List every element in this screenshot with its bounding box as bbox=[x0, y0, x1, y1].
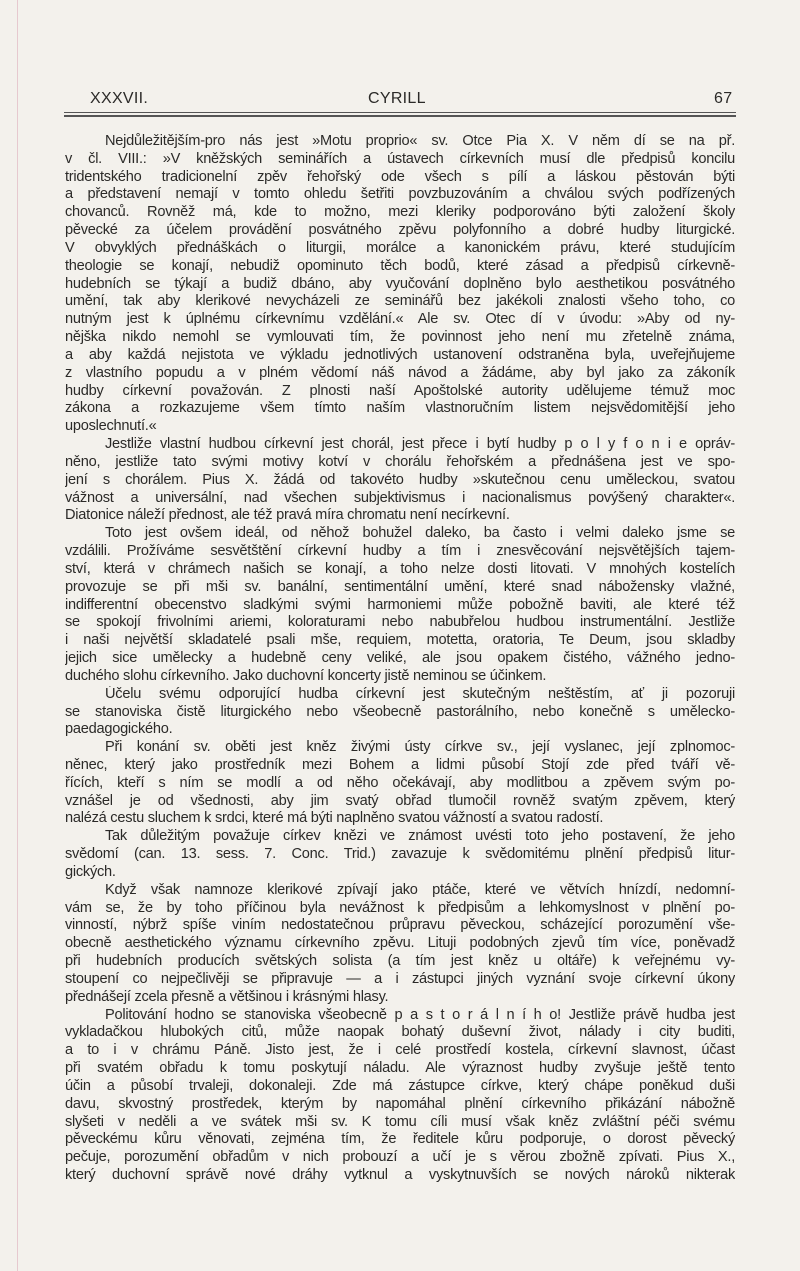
text-line: stoupení co nejpečlivěji se připravuje — a i zástupci jiných vyznání svoje církevní úkony bbox=[65, 970, 735, 987]
text-line: tridentského tradicionelní zpěv řehořský ode všech s pílí a láskou pěstován býti bbox=[65, 168, 735, 185]
text-line: paedagogického. bbox=[65, 721, 173, 738]
text-line: hudebních se týkají a budiž dbáno, aby vyučování doplněno bylo aesthetikou posvátného bbox=[65, 275, 735, 292]
text-line: zákona a rozkazujeme všem tímto naším vlastnoručním listem nejsvědomitější jeho bbox=[65, 400, 735, 417]
text-line: vzdálili. Prožíváme sesvětštění církevní hudby a tím i znesvěcování nejsvětějších tajem- bbox=[65, 543, 735, 560]
text-line: indifferentní obecenstvo sladkými svými harmoniemi může pobožně baviti, ale které též bbox=[65, 596, 735, 613]
text-line: davu, skvostný prostředek, kterým by napomáhal plnění církevního přikázání nábožně bbox=[65, 1095, 735, 1112]
text-line: vykladačkou hlubokých citů, může naopak bohatý duševní život, nálady i city buditi, bbox=[65, 1024, 735, 1041]
text-line: něno, jestliže tato svými motivy kotví v chorálu řehořském a přednášena jest ve spo- bbox=[65, 453, 735, 470]
text-line: vám se, že by toho příčinou byla nevážnost k předpisům a lehkomyslnost v plnění po- bbox=[65, 899, 735, 916]
text-line: z vlastního popudu a v plném vědomí náš návod a žádáme, aby byl jako za zákoník bbox=[65, 364, 735, 381]
text-line: provozuje se při mši sv. banální, sentimentální umění, které snad nábožensky vlažné, bbox=[65, 578, 735, 595]
text-line: který duchovní správě nové dráhy vytknul a vyskytnuvších se nových nároků nikterak bbox=[65, 1167, 735, 1184]
text-line: Nejdůležitějším-pro nás jest »Motu proprio« sv. Otce Pia X. V něm dí se na př. bbox=[105, 133, 735, 149]
text-line: vinností, nýbrž spíše viním nedostatečnou průpravu pěveckou, scházející porozumění vše- bbox=[65, 917, 735, 934]
text-line: řících, kteří s ním se modlí a od něho očekávají, aby modlitbou a zpěvem svým po- bbox=[65, 774, 735, 791]
volume-number: XXXVII. bbox=[90, 90, 149, 107]
text-line: při svatém obřadu k tomu poskytují náladu. Ale výraznost hudby zvyšuje ještě tento bbox=[65, 1060, 735, 1077]
text-line: pěvecké za účelem provádění posvátného zpěvu polyfonního a dobré hudby liturgické. bbox=[65, 222, 735, 239]
text-line: Účelu svému odporující hudba církevní jest skutečným neštěstím, ať ji pozoruji bbox=[105, 685, 735, 702]
text-line: V obvyklých přednáškách o liturgii, morálce a kanonickém právu, které studujícím bbox=[65, 239, 735, 256]
text-line: svědomí (can. 13. sess. 7. Conc. Trid.) zavazuje k svědomitému plnění předpisů litur- bbox=[65, 846, 735, 863]
text-line: obecně aesthetického významu církevního zpěvu. Lituji podobných zjevů tím více, poněvadž bbox=[65, 935, 735, 952]
text-line: se stanoviska čistě liturgického nebo všeobecně pastorálního, nebo konečně s umělecko- bbox=[65, 703, 735, 720]
text-line: přednášejí zcela přesně a většinou i krásnými hlasy. bbox=[65, 988, 389, 1005]
text-line: ství, která v chrámech našich se konají, a toho nelze dosti litovati. V mnohých kostelích bbox=[65, 560, 735, 577]
text-line: gických. bbox=[65, 863, 116, 880]
text-line: se spokojí frivolními ariemi, koloraturami nebo nabubřelou hudbou instrumentální. Jestliže bbox=[65, 614, 735, 631]
header-rule-thick bbox=[64, 115, 736, 117]
running-title: CYRILL bbox=[368, 90, 426, 107]
text-line: vážnost a universální, nad všechen subjektivismus i nacionalismus povýšený charakter«. bbox=[65, 489, 735, 506]
text-line: i naši největší skladatelé psali mše, requiem, motetta, oratoria, Te Deum, jsou skladby bbox=[65, 632, 735, 649]
body-text bbox=[65, 133, 735, 1185]
text-line: Jestliže vlastní hudbou církevní jest chorál, jest přece i bytí hudby p o l y f o n i e opráv- bbox=[105, 436, 735, 453]
text-line: a představení nemají v tomto ohledu šetřiti povzbuzováním a chválou svých podřízených bbox=[65, 186, 735, 203]
text-line: Toto jest ovšem ideál, od něhož bohužel daleko, ba často i velmi daleko jsme se bbox=[105, 525, 735, 542]
text-line: Když však namnoze klerikové zpívají jako ptáče, které ve větvích hnízdí, nedomní- bbox=[105, 881, 735, 898]
text-line: v čl. VIII.: »V kněžských seminářích a ústavech církevních musí dle předpisů koncilu bbox=[65, 150, 735, 167]
page-number: 67 bbox=[714, 90, 733, 107]
text-line: nutným jest k úplnému církevnímu vzdělání.« Ale sv. Otec dí v úvodu: »Aby od ny- bbox=[65, 311, 735, 328]
header-rule bbox=[64, 112, 736, 113]
text-line: jejich sice umělecky a hudebně ceny veliké, ale jsou opakem čistého, vážného jedno- bbox=[65, 650, 735, 667]
text-line: chovanců. Rovněž má, kde to možno, mezi kleriky podporováno býti založení školy bbox=[65, 204, 735, 221]
text-line: účin a působí trvaleji, dokonaleji. Zde má zástupce církve, který chápe poněkud duši bbox=[65, 1077, 735, 1094]
text-line: Politování hodno se stanoviska všeobecně p a s t o r á l n í h o! Jestliže právě hudba jest bbox=[105, 1006, 735, 1023]
text-line: jení s chorálem. Pius X. žádá od takovéto hudby »skutečnou cenu uměleckou, svatou bbox=[65, 471, 735, 488]
text-line: vznášel je od všednosti, aby jim svatý obřad tlumočil rovněž svatým zpěvem, který bbox=[65, 792, 735, 809]
text-line: hudby církevní považován. Z plnosti naší Apoštolské autority udělujeme témuž moc bbox=[65, 382, 735, 399]
text-line: umění, tak aby klerikové nevycházeli ze seminářů bez jakékoli znalosti všeho toho, co bbox=[65, 293, 735, 310]
text-line: uposlechnutí.« bbox=[65, 418, 157, 435]
text-line: pěveckému kůru věnovati, zejména tím, že ředitele kůru podporuje, o dorost pěvecký bbox=[65, 1131, 735, 1148]
page-edge bbox=[17, 0, 18, 1271]
text-line: pečuje, porozumění obřadům v nich probouzí a učí je s věrou zbožně zpívati. Pius X., bbox=[65, 1149, 735, 1166]
text-line: a aby každá nejistota ve výkladu jednotlivých ustanovení odstraněna byla, uveřejňujeme bbox=[65, 346, 735, 363]
text-line: a to i v chrámu Páně. Jisto jest, že i celé prostředí kostela, církevní slavnost, účast bbox=[65, 1042, 735, 1059]
text-line: Tak důležitým považuje církev knězi ve známost uvésti toto jeho postavení, že jeho bbox=[105, 828, 735, 845]
text-line: nějška nikdo nemohl se vymlouvati tím, že povinnost jeho není mu zřetelně známa, bbox=[65, 329, 735, 346]
text-line: něnec, který jako prostředník mezi Bohem a lidmi působí Stojí zde před tváří vě- bbox=[65, 756, 735, 773]
text-line: theologie se konají, nebudiž opominuto těch bodů, které zásad a předpisů církevně- bbox=[65, 257, 735, 274]
text-line: nalézá cestu sluchem k srdci, které má býti naplněno svatou vážností a svatou radostí. bbox=[65, 810, 604, 827]
text-line: Při konání sv. oběti jest kněz živými ústy církve sv., její vyslanec, její zplnomoc- bbox=[105, 739, 735, 756]
text-line: slyšeti v neděli a ve svátek mši sv. K tomu cíli musí však kněz zvláštní péči svému bbox=[65, 1113, 735, 1130]
text-line: při hudebních producích světských solista (a tím jest kněz u oltáře) k veřejnému vy- bbox=[65, 953, 735, 970]
text-line: Diatonice náleží přednost, ale též pravá míra chromatu není necírkevní. bbox=[65, 507, 510, 524]
text-line: duchého slohu církevního. Jako duchovní koncerty jistě neminou se účinkem. bbox=[65, 667, 547, 684]
